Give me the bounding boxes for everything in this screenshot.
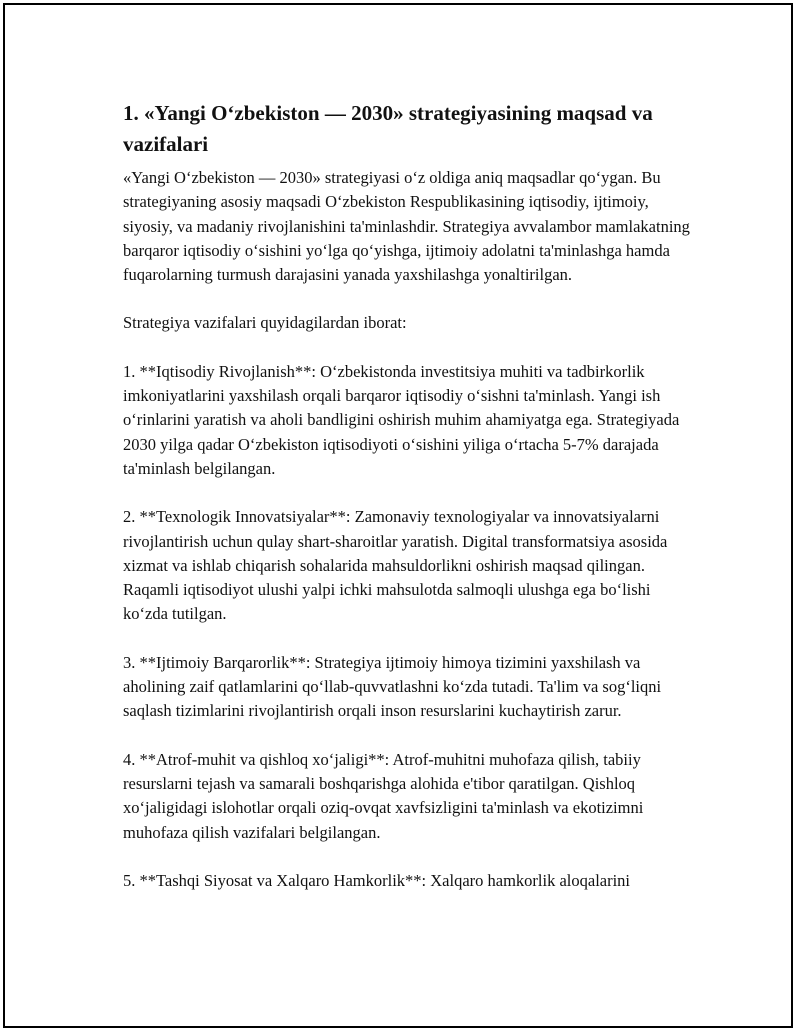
page-frame xyxy=(3,3,793,1028)
task-item-foreign-policy: 5. **Tashqi Siyosat va Xalqaro Hamkorlik**: Xalqaro hamkorlik aloqalarini xyxy=(123,870,631,890)
section-heading: 1. «Yangi O‘zbekiston — 2030» strategiyasining maqsad va vazifalari xyxy=(123,101,653,156)
intro-paragraph: «Yangi O‘zbekiston — 2030» strategiyasi o‘z oldiga aniq maqsadlar qo‘ygan. Bu strategiyaning asosiy maqsadi O‘zbekiston Respublikasining iqtisodiy, ijtimoiy, siyosiy, va madaniy rivojlanishini ta'minlashdir. Strategiya avvalambor mamlakatning barqaror iqtisodiy o‘sishini yo‘lga qo‘yishga, ijtimoiy adolatni ta'minlashga hamda fuqarolarning turmush darajasini yanada yaxshilashga yonaltirilgan. xyxy=(123,168,690,285)
task-item-social: 3. **Ijtimoiy Barqarorlik**: Strategiya ijtimoiy himoya tizimini yaxshilash va aholining zaif qatlamlarini qo‘llab-quvvatlashni ko‘zda tutadi. Ta'lim va sog‘liqni saqlash tizimlarini rivojlantirish orqali inson resurslarini kuchaytirish zarur. xyxy=(123,652,662,721)
tasks-intro-paragraph: Strategiya vazifalari quyidagilardan iborat: xyxy=(123,313,407,333)
document-body xyxy=(123,98,698,917)
task-item-technology: 2. **Texnologik Innovatsiyalar**: Zamonaviy texnologiyalar va innovatsiyalarni rivojlantirish uchun qulay shart-sharoitlar yaratish. Digital transformatsiya asosida xizmat va ishlab chiqarish sohalarida mahsuldorlikni oshirish maqsad qilingan. Raqamli iqtisodiyot ulushi yalpi ichki mahsulotda salmoqli ulushga ega bo‘lishi ko‘zda tutilgan. xyxy=(123,507,668,624)
task-item-economic: 1. **Iqtisodiy Rivojlanish**: O‘zbekistonda investitsiya muhiti va tadbirkorlik imkoniyatlarini yaxshilash orqali barqaror iqtisodiy o‘sishni ta'minlash. Yangi ish o‘rinlarini yaratish va aholi bandligini oshirish muhim ahamiyatga ega. Strategiyada 2030 yilga qadar O‘zbekiston iqtisodiyoti o‘sishini yiliga o‘rtacha 5-7% darajada ta'minlash belgilangan. xyxy=(123,361,680,478)
task-item-environment: 4. **Atrof-muhit va qishloq xo‘jaligi**: Atrof-muhitni muhofaza qilish, tabiiy resurslarni tejash va samarali boshqarishga alohida e'tibor qaratilgan. Qishloq xo‘jaligidagi islohotlar orqali oziq-ovqat xavfsizligini ta'minlash va ekotizimni muhofaza qilish vazifalari belgilangan. xyxy=(123,749,644,842)
